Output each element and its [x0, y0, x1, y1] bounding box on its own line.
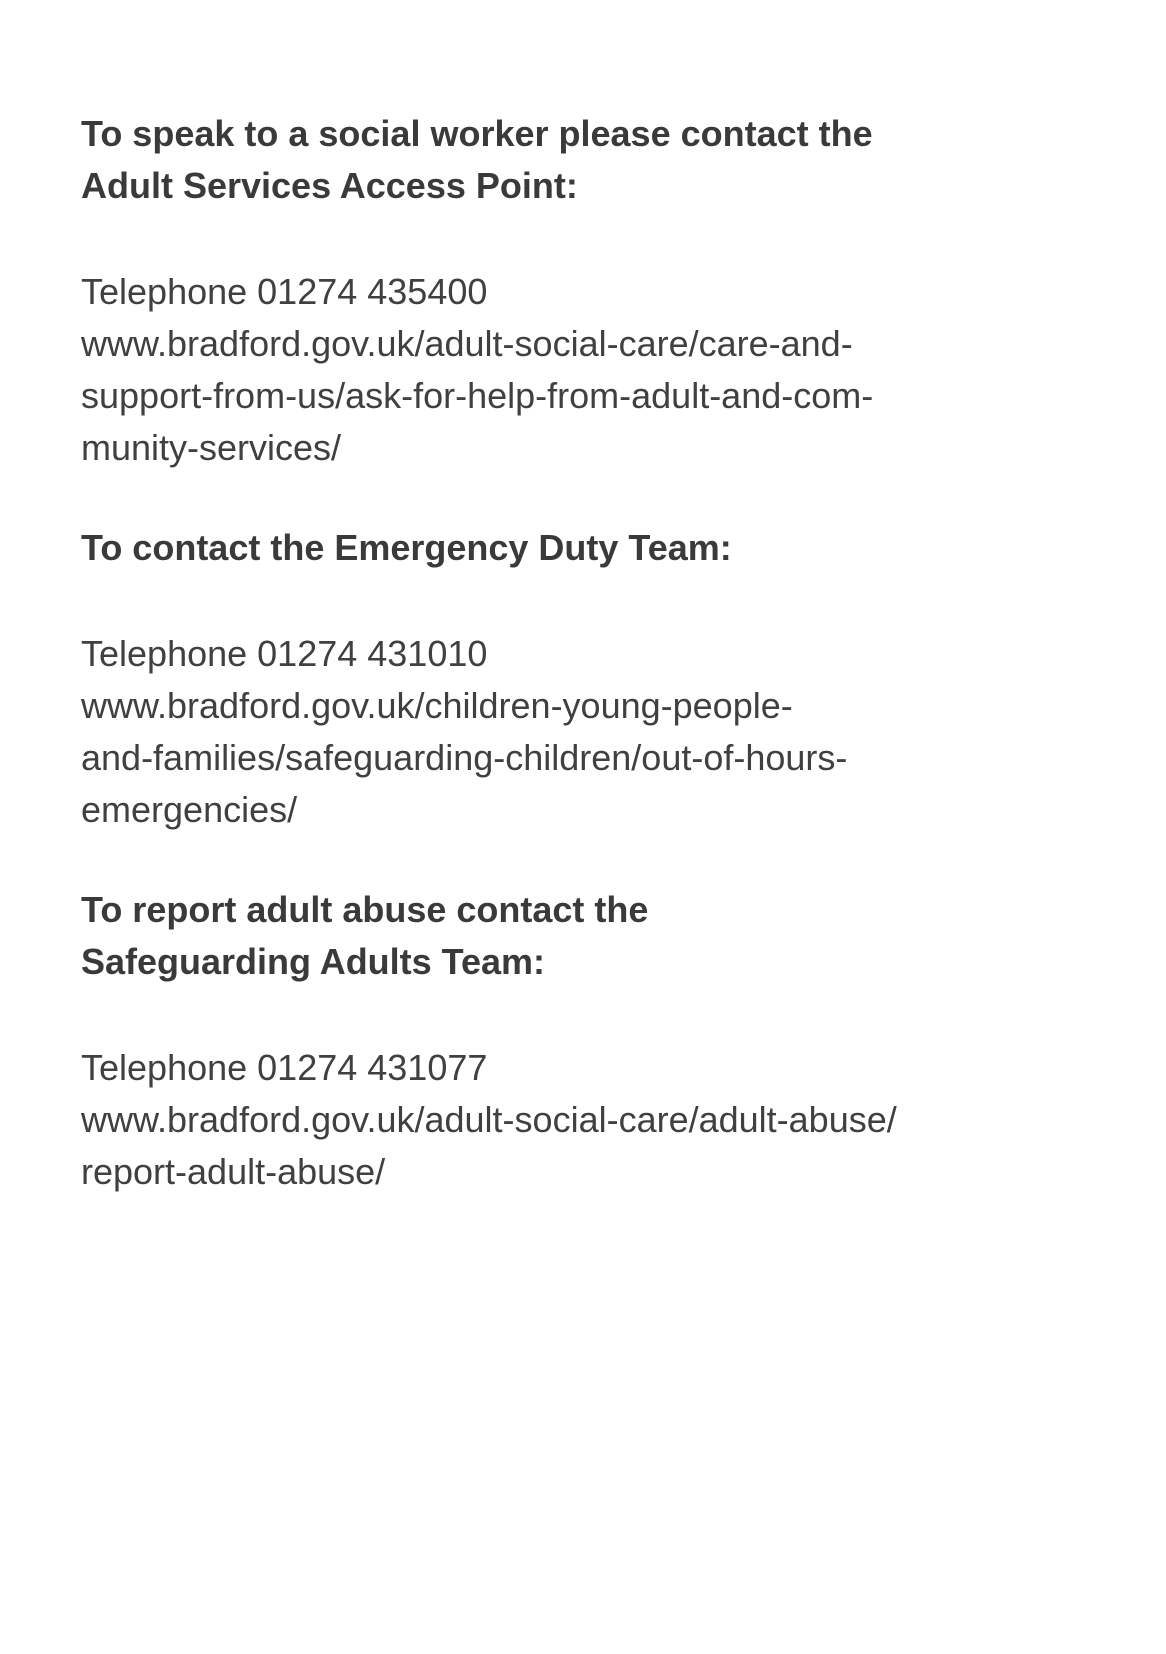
website-url-line[interactable]: munity-services/	[81, 427, 342, 468]
section-heading	[81, 108, 1121, 212]
emergency-duty-section	[81, 522, 1121, 884]
heading-line: Adult Services Access Point:	[81, 165, 578, 206]
telephone-number: Telephone 01274 431077	[81, 1047, 488, 1088]
section-heading	[81, 522, 1121, 574]
heading-line: To report adult abuse contact the	[81, 889, 649, 930]
telephone-number: Telephone 01274 435400	[81, 271, 488, 312]
heading-line: To contact the Emergency Duty Team:	[81, 527, 732, 568]
telephone-number: Telephone 01274 431010	[81, 633, 488, 674]
website-url-line[interactable]: support-from-us/ask-for-help-from-adult-and-com-	[81, 375, 874, 416]
contact-details	[81, 628, 1121, 836]
contact-details	[81, 1042, 1121, 1198]
safeguarding-section	[81, 884, 1121, 1198]
access-point-section	[81, 108, 1121, 522]
website-url-line[interactable]: www.bradford.gov.uk/children-young-people-	[81, 685, 793, 726]
heading-line: Safeguarding Adults Team:	[81, 941, 546, 982]
website-url-line[interactable]: emergencies/	[81, 789, 298, 830]
website-url-line[interactable]: report-adult-abuse/	[81, 1151, 386, 1192]
contact-details	[81, 266, 1121, 474]
website-url-line[interactable]: and-families/safeguarding-children/out-of-hours-	[81, 737, 848, 778]
section-heading	[81, 884, 1121, 988]
website-url-line[interactable]: www.bradford.gov.uk/adult-social-care/adult-abuse/	[81, 1099, 897, 1140]
website-url-line[interactable]: www.bradford.gov.uk/adult-social-care/care-and-	[81, 323, 853, 364]
heading-line: To speak to a social worker please contact the	[81, 113, 873, 154]
contact-page	[81, 108, 1121, 1198]
